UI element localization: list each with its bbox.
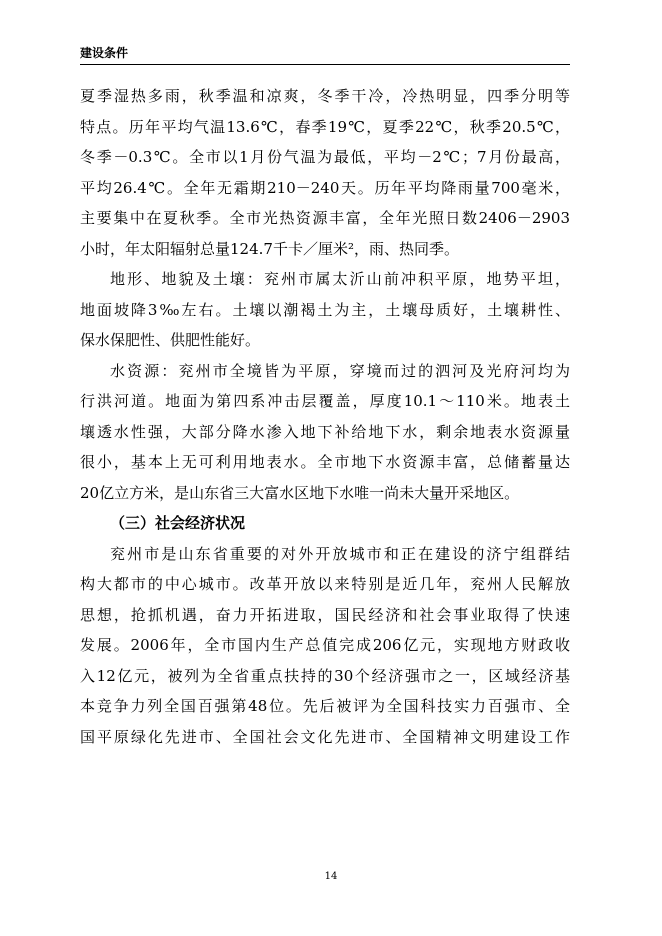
text-line: 地面坡降3‰左右。土壤以潮褐土为主，土壤母质好，土壤耕性、 bbox=[80, 300, 570, 319]
text-line: 20亿立方米，是山东省三大富水区地下水唯一尚未大量开采地区。 bbox=[80, 483, 520, 502]
text-line: 夏季湿热多雨，秋季温和凉爽，冬季干冷，冷热明显，四季分明等 bbox=[80, 87, 570, 105]
text-line: 很小，基本上无可利用地表水。全市地下水资源丰富，总储蓄量达 bbox=[80, 453, 570, 471]
text-line: 保水保肥性、供肥性能好。 bbox=[80, 331, 261, 349]
text-line: 平均26.4℃。全年无霜期210－240天。历年平均降雨量700毫米， bbox=[80, 178, 570, 197]
text-line: 国平原绿化先进市、全国社会文化先进市、全国精神文明建设工作 bbox=[80, 727, 570, 746]
text-line: 思想，抢抓机遇，奋力开拓进取，国民经济和社会事业取得了快速 bbox=[80, 605, 570, 624]
page-header bbox=[80, 44, 570, 65]
text-line: 兖州市是山东省重要的对外开放城市和正在建设的济宁组群结 bbox=[110, 544, 570, 563]
body-text bbox=[80, 81, 570, 752]
text-line: 特点。历年平均气温13.6℃，春季19℃，夏季22℃，秋季20.5℃， bbox=[80, 117, 570, 136]
header-title: 建设条件 bbox=[80, 46, 129, 60]
text-line: 入12亿元，被列为全省重点扶持的30个经济强市之一，区域经济基 bbox=[80, 666, 570, 685]
text-line: 水资源：兖州市全境皆为平原，穿境而过的泗河及光府河均为 bbox=[110, 361, 570, 380]
text-line: 主要集中在夏秋季。全市光热资源丰富，全年光照日数2406－2903 bbox=[80, 209, 570, 227]
text-line: 地形、地貌及土壤：兖州市属太沂山前冲积平原，地势平坦， bbox=[110, 270, 570, 288]
text-line: 壤透水性强，大部分降水渗入地下补给地下水，剩余地表水资源量 bbox=[80, 422, 570, 441]
section-heading: （三）社会经济状况 bbox=[110, 514, 246, 532]
text-line: 冬季－0.3℃。全市以1月份气温为最低，平均－2℃；7月份最高， bbox=[80, 148, 570, 166]
text-line: 构大都市的中心城市。改革开放以来特别是近几年，兖州人民解放 bbox=[80, 575, 570, 593]
text-line: 本竞争力列全国百强第48位。先后被评为全国科技实力百强市、全 bbox=[80, 697, 570, 715]
text-line: 发展。2006年，全市国内生产总值完成206亿元，实现地方财政收 bbox=[80, 636, 570, 654]
text-line: 小时，年太阳辐射总量124.7千卡／厘米²，雨、热同季。 bbox=[80, 239, 459, 258]
text-line: 行洪河道。地面为第四系冲击层覆盖，厚度10.1～110米。地表土 bbox=[80, 392, 570, 410]
page-number: 14 bbox=[324, 871, 338, 882]
